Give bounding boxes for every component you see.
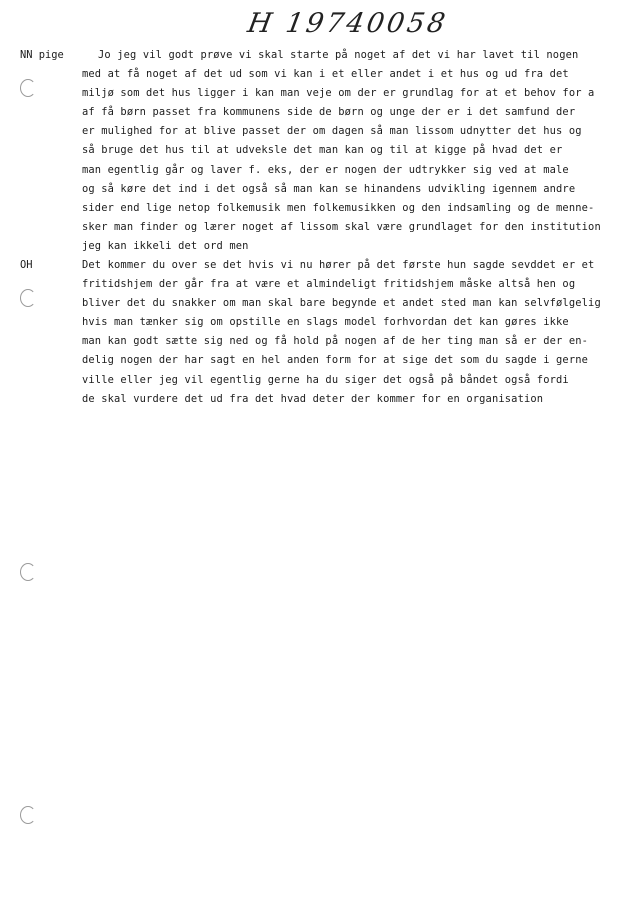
handwritten-reference: H 19740058 bbox=[245, 8, 451, 39]
text-line: er mulighed for at blive passet der om dagen så man lissom udnytter det hus og bbox=[82, 125, 582, 138]
punch-hole-icon bbox=[20, 806, 36, 824]
text-line: miljø som det hus ligger i kan man veje om der er grundlag for at et behov for a bbox=[82, 87, 595, 100]
speaker-label: OH bbox=[20, 259, 33, 271]
text-line: sker man finder og lærer noget af lissom skal være grundlaget for den institution bbox=[82, 220, 601, 233]
text-line: jeg kan ikkeli det ord men bbox=[82, 239, 249, 252]
speaker-text-block bbox=[82, 46, 601, 256]
speaker-text-block bbox=[82, 256, 601, 409]
text-line: man egentlig går og laver f. eks, der er nogen der udtrykker sig ved at male bbox=[82, 163, 569, 176]
text-line: delig nogen der har sagt en hel anden form for at sige det som du sagde i gerne bbox=[82, 354, 589, 367]
text-line: Det kommer du over se det hvis vi nu hører på det første hun sagde sevddet er et bbox=[82, 259, 595, 271]
punch-hole-icon bbox=[20, 79, 36, 97]
text-line: ville eller jeg vil egentlig gerne ha du siger det også på båndet også fordi bbox=[82, 373, 569, 386]
punch-hole-icon bbox=[20, 289, 36, 307]
text-line: af få børn passet fra kommunens side de børn og unge der er i det samfund der bbox=[82, 106, 576, 119]
text-line: man kan godt sætte sig ned og få hold på nogen af de her ting man så er der en- bbox=[82, 335, 589, 348]
text-line: med at få noget af det ud som vi kan i et eller andet i et hus og ud fra det bbox=[82, 68, 569, 81]
text-line: sider end lige netop folkemusik men folkemusikken og den indsamling og de menne- bbox=[82, 201, 595, 214]
text-line: de skal vurdere det ud fra det hvad deter der kommer for en organisation bbox=[82, 392, 544, 405]
punch-hole-icon bbox=[20, 563, 36, 581]
text-line: Jo jeg vil godt prøve vi skal starte på noget af det vi har lavet til nogen bbox=[98, 49, 579, 61]
speaker-label: NN pige bbox=[20, 49, 64, 61]
text-line: fritidshjem der går fra at være et almindeligt fritidshjem måske altså hen og bbox=[82, 278, 576, 291]
text-line: så bruge det hus til at udveksle det man kan og til at kigge på hvad det er bbox=[82, 144, 563, 157]
text-line: bliver det du snakker om man skal bare begynde et andet sted man kan selvfølgelig bbox=[82, 297, 601, 310]
text-line: og så køre det ind i det også så man kan se hinandens udvikling igennem andre bbox=[82, 182, 576, 195]
text-line: hvis man tænker sig om opstille en slags model forhvordan det kan gøres ikke bbox=[82, 316, 569, 329]
